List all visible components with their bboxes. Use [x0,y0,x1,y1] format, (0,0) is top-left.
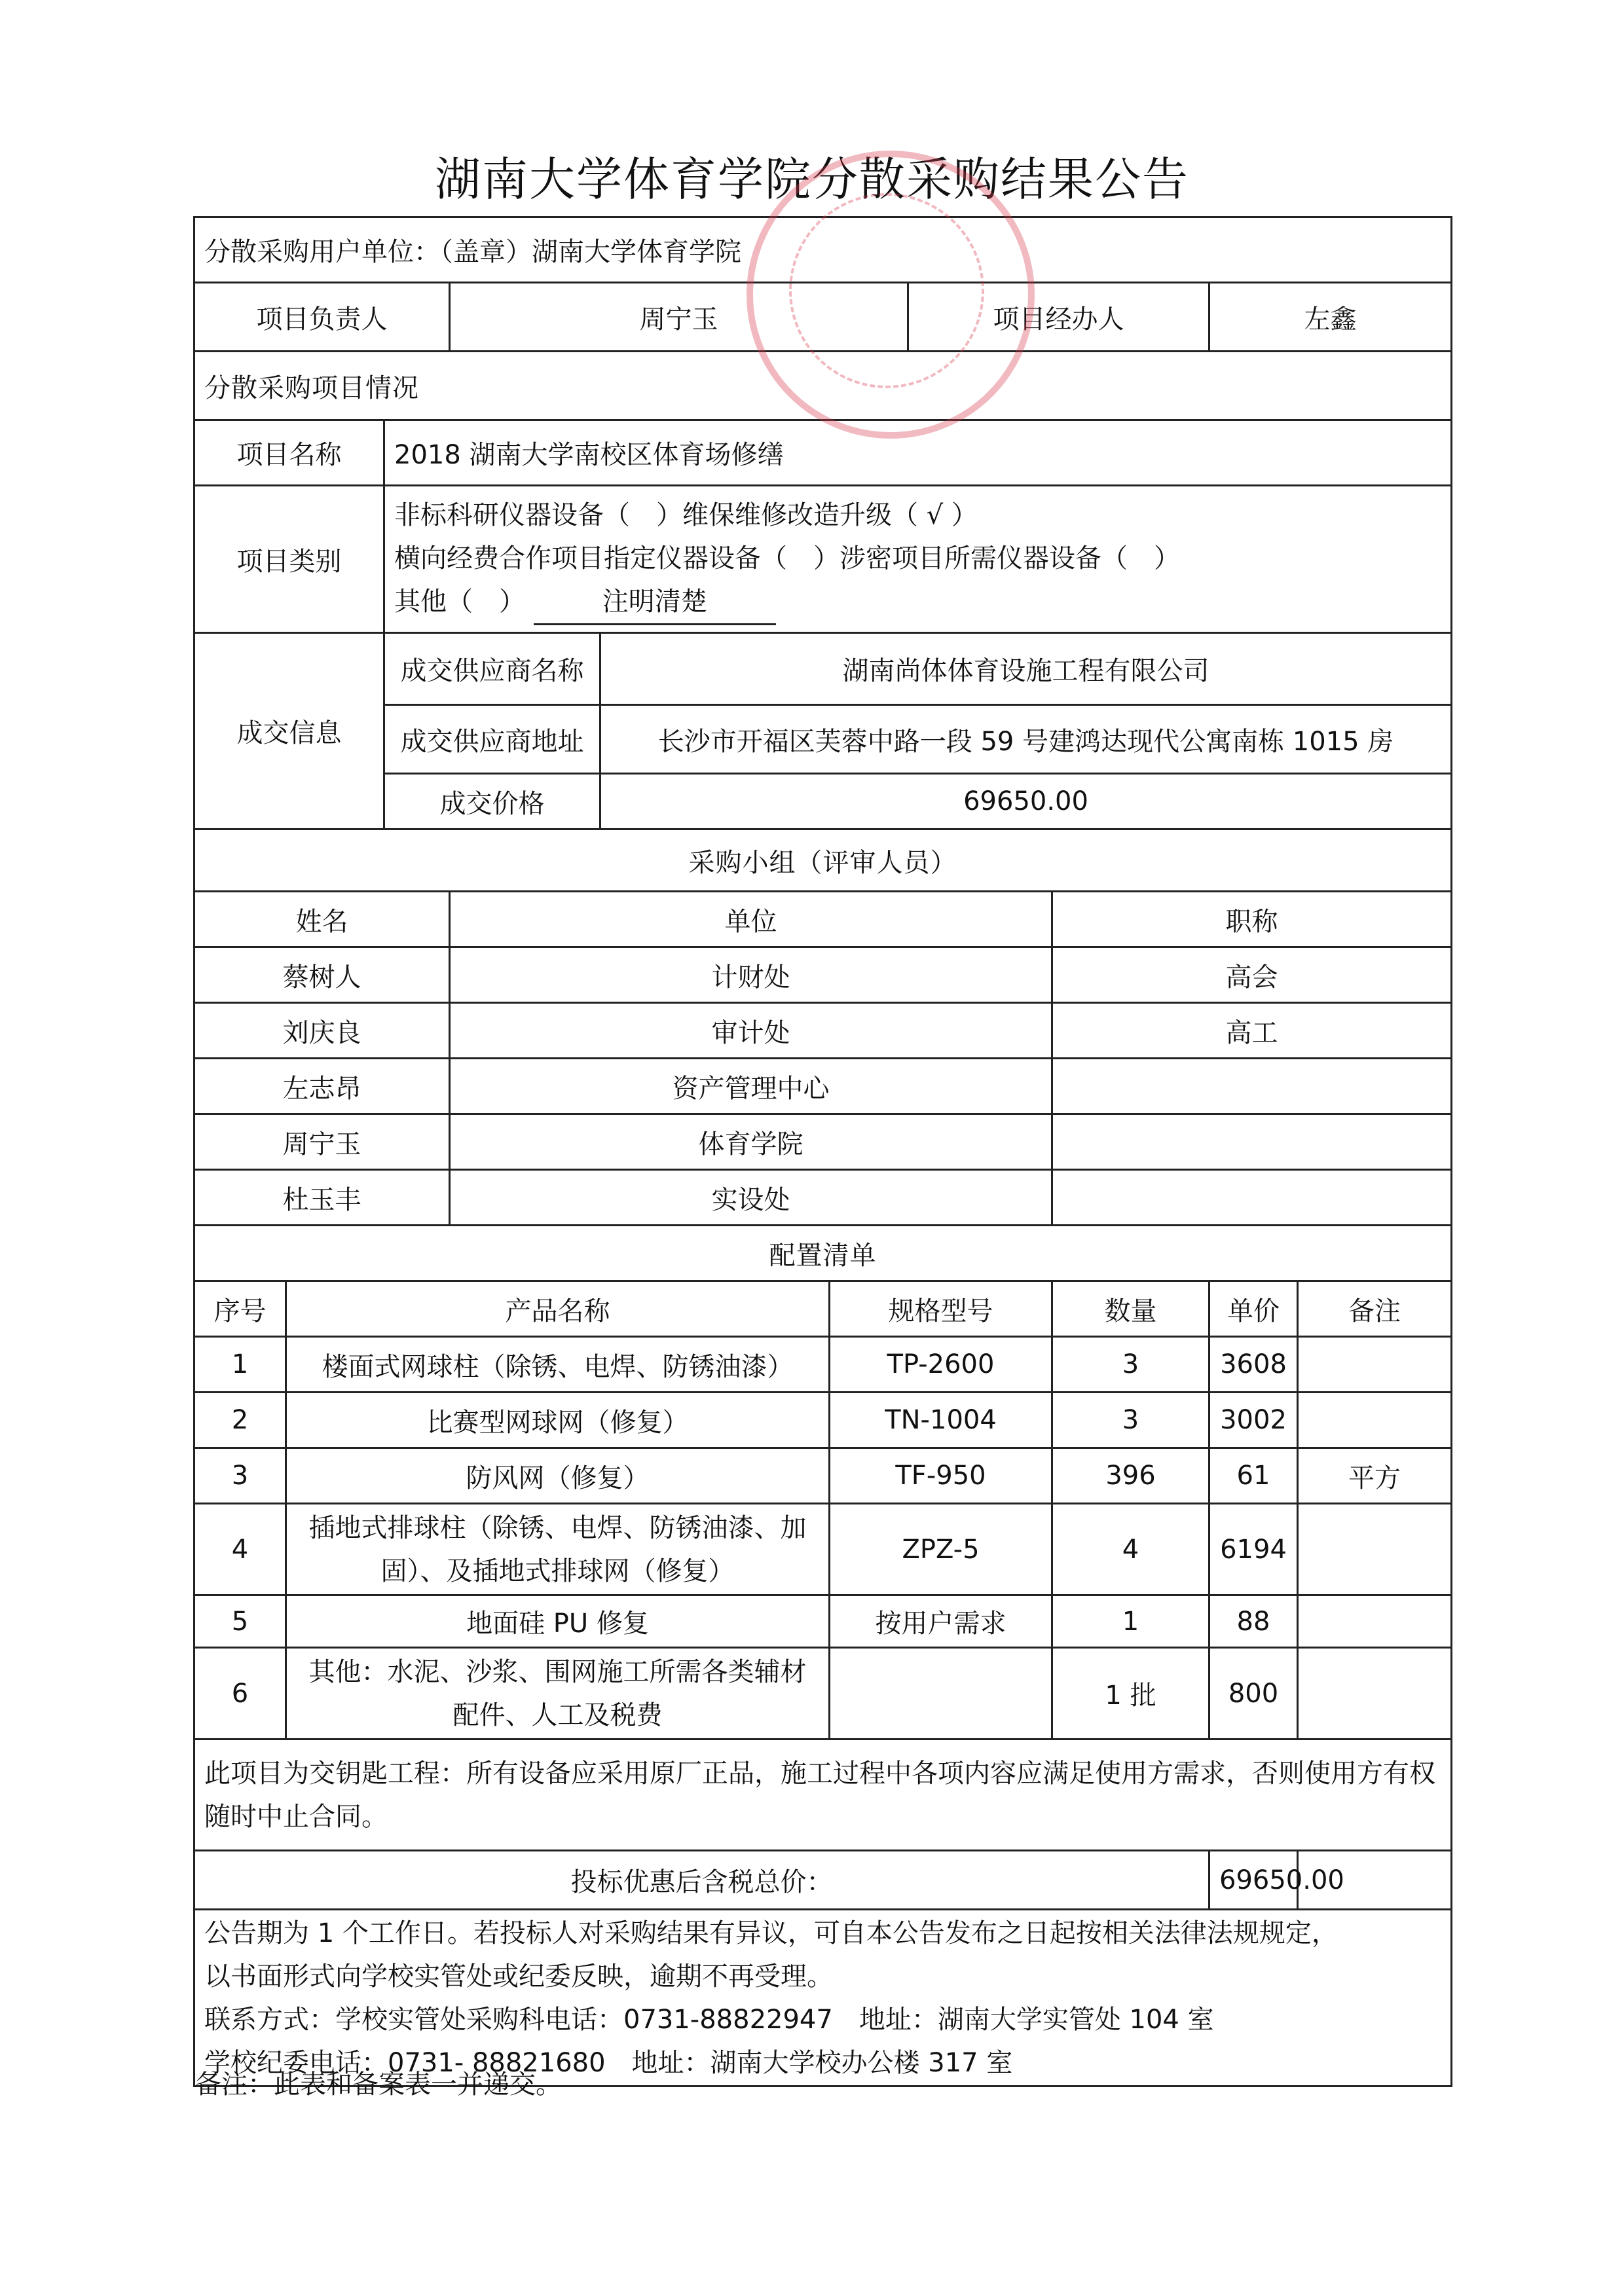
config-row [194,1504,1452,1595]
remark-note: 备注：此表和备案表一并递交。 [195,2069,562,2100]
config-price: 6194 [1209,1504,1298,1595]
committee-name: 左志昂 [194,1059,450,1114]
config-no: 5 [194,1595,286,1648]
deal-price-value: 69650.00 [600,774,1452,829]
config-spec: TP-2600 [830,1337,1052,1393]
config-product: 其他：水泥、沙浆、围网施工所需各类辅材配件、人工及税费 [286,1648,830,1740]
committee-title [1052,1059,1452,1114]
config-price: 3608 [1209,1337,1298,1393]
project-name-value: 2018 湖南大学南校区体育场修缮 [384,420,1452,486]
project-category-options [384,486,1452,633]
config-header-qty: 数量 [1052,1281,1209,1337]
announcement-form [193,216,1452,2087]
config-row [194,1337,1452,1393]
project-leader-value: 周宁玉 [450,283,908,352]
config-note [1298,1393,1452,1448]
notice-line-3: 联系方式：学校实管处采购科电话：0731-88822947 地址：湖南大学实管处 104 室 [204,2004,1214,2035]
config-no: 3 [194,1448,286,1504]
committee-unit: 体育学院 [450,1114,1052,1170]
config-header-product: 产品名称 [286,1281,830,1337]
committee-unit: 审计处 [450,1003,1052,1059]
config-note [1298,1337,1452,1393]
committee-row [194,1003,1452,1059]
config-header-price: 单价 [1209,1281,1298,1337]
config-price: 88 [1209,1595,1298,1648]
deal-price-label: 成交价格 [384,774,600,829]
page-title: 湖南大学体育学院分散采购结果公告 [435,153,1189,206]
category-line-3 [394,580,1441,625]
deal-info-label: 成交信息 [194,633,384,829]
config-price: 3002 [1209,1393,1298,1448]
config-header-no: 序号 [194,1281,286,1337]
config-heading: 配置清单 [194,1226,1452,1281]
user-unit-row: 分散采购用户单位：（盖章）湖南大学体育学院 [194,217,1452,283]
config-spec: TN-1004 [830,1393,1052,1448]
config-qty: 3 [1052,1393,1209,1448]
config-note: 平方 [1298,1448,1452,1504]
config-note [1298,1648,1452,1740]
notice-line-2: 以书面形式向学校实管处或纪委反映，逾期不再受理。 [204,1961,833,1992]
total-price-label: 投标优惠后含税总价： [194,1851,1209,1910]
config-header-note: 备注 [1298,1281,1452,1337]
committee-header-unit: 单位 [450,892,1052,947]
category-line-2: 横向经费合作项目指定仪器设备（ ）涉密项目所需仪器设备（ ） [394,543,1180,574]
total-price-value: 69650.00 [1209,1851,1298,1910]
committee-heading: 采购小组（评审人员） [194,829,1452,892]
committee-title: 高会 [1052,947,1452,1003]
config-price: 61 [1209,1448,1298,1504]
config-qty: 396 [1052,1448,1209,1504]
config-qty: 4 [1052,1504,1209,1595]
committee-name: 蔡树人 [194,947,450,1003]
config-product: 楼面式网球柱（除锈、电焊、防锈油漆） [286,1337,830,1393]
project-handler-label: 项目经办人 [908,283,1209,352]
supplier-name-label: 成交供应商名称 [384,633,600,705]
committee-unit: 实设处 [450,1170,1052,1226]
notice-line-1: 公告期为 1 个工作日。若投标人对采购结果有异议，可自本公告发布之日起按相关法律法规规定， [204,1918,1338,1948]
config-qty: 1 [1052,1595,1209,1648]
turnkey-note: 此项目为交钥匙工程：所有设备应采用原厂正品，施工过程中各项内容应满足使用方需求，否则使用方有权随时中止合同。 [194,1740,1452,1851]
committee-name: 周宁玉 [194,1114,450,1170]
config-product: 地面硅 PU 修复 [286,1595,830,1648]
config-no: 4 [194,1504,286,1595]
project-info-heading: 分散采购项目情况 [194,352,1452,420]
notice-line-4: 学校纪委电话：0731- 88821680 地址：湖南大学校办公楼 317 室 [204,2047,1013,2078]
config-product: 插地式排球柱（除锈、电焊、防锈油漆、加固）、及插地式排球网（修复） [286,1504,830,1595]
supplier-address-value: 长沙市开福区芙蓉中路一段 59 号建鸿达现代公寓南栋 1015 房 [600,705,1452,774]
config-row [194,1648,1452,1740]
committee-header-name: 姓名 [194,892,450,947]
project-handler-value: 左鑫 [1209,283,1452,352]
committee-unit: 资产管理中心 [450,1059,1052,1114]
config-note [1298,1595,1452,1648]
config-spec: TF-950 [830,1448,1052,1504]
committee-name: 刘庆良 [194,1003,450,1059]
committee-header-title: 职称 [1052,892,1452,947]
config-no: 1 [194,1337,286,1393]
category-other: 其他（ ） [394,586,525,617]
config-spec: 按用户需求 [830,1595,1052,1648]
committee-title: 高工 [1052,1003,1452,1059]
project-leader-label: 项目负责人 [194,283,450,352]
config-qty: 1 批 [1052,1648,1209,1740]
committee-unit: 计财处 [450,947,1052,1003]
config-spec [830,1648,1052,1740]
config-row [194,1595,1452,1648]
category-line-1: 非标科研仪器设备（ ）维保维修改造升级（ √ ） [394,500,978,530]
config-row [194,1448,1452,1504]
config-row [194,1393,1452,1448]
config-qty: 3 [1052,1337,1209,1393]
committee-title [1052,1170,1452,1226]
committee-row [194,947,1452,1003]
supplier-address-label: 成交供应商地址 [384,705,600,774]
supplier-name-value: 湖南尚体体育设施工程有限公司 [600,633,1452,705]
project-category-label: 项目类别 [194,486,384,633]
category-other-note: 注明清楚 [534,580,776,625]
project-name-label: 项目名称 [194,420,384,486]
committee-name: 杜玉丰 [194,1170,450,1226]
committee-title [1052,1114,1452,1170]
config-price: 800 [1209,1648,1298,1740]
config-no: 2 [194,1393,286,1448]
notice-block [194,1910,1452,2086]
committee-row [194,1114,1452,1170]
config-no: 6 [194,1648,286,1740]
committee-row [194,1059,1452,1114]
config-spec: ZPZ-5 [830,1504,1052,1595]
committee-row [194,1170,1452,1226]
config-header-spec: 规格型号 [830,1281,1052,1337]
config-product: 比赛型网球网（修复） [286,1393,830,1448]
config-note [1298,1504,1452,1595]
config-product: 防风网（修复） [286,1448,830,1504]
